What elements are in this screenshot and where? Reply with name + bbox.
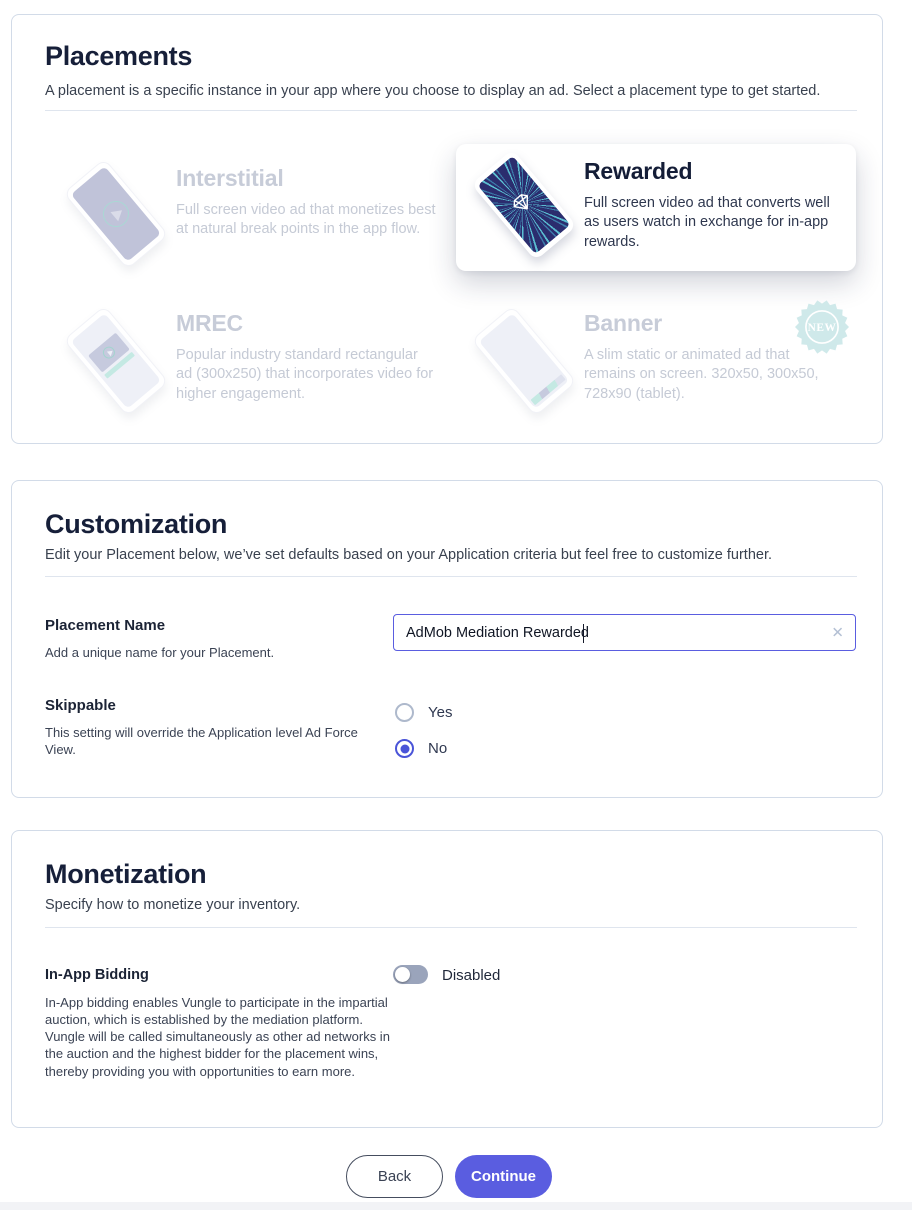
back-button[interactable]: Back [346,1155,443,1198]
rewarded-phone-icon [464,152,584,262]
mrec-description: Popular industry standard rectangular ad (300x250) that incorporates video for higher engagement. [176,347,434,402]
placement-type-interstitial[interactable] [42,153,452,283]
monetization-title: Monetization [45,859,207,889]
divider [45,110,857,111]
placements-card [11,14,883,444]
placement-name-label: Placement Name [45,617,166,634]
clear-icon[interactable]: ✕ [831,624,844,641]
interstitial-description: Full screen video ad that monetizes best at natural break points in the app flow. [176,202,436,238]
placement-type-rewarded[interactable] [456,144,856,271]
placement-name-helper: Add a unique name for your Placement. [45,645,275,660]
placement-type-banner[interactable] [456,298,876,433]
banner-ad-icon [531,374,566,405]
skippable-option-no[interactable] [395,739,447,758]
rewarded-description: Full screen video ad that converts well as users watch in exchange for in-app rewards. [584,195,830,250]
divider [45,927,857,928]
gem-icon [505,186,542,224]
monetization-card [11,830,883,1128]
customization-title: Customization [45,509,228,539]
radio-no-icon[interactable] [395,739,414,758]
text-caret [583,624,584,643]
radio-yes-label: Yes [428,704,453,721]
radio-yes-icon[interactable] [395,703,414,722]
in-app-bidding-description: In-App bidding enables Vungle to participate in the impartial auction, which is established by the mediation platform. Vungle will be called simultaneously as other ad networks in the auction and the highest bidder for the placement wins, thereby providing you with opportunities to earn more. [45,995,390,1079]
placement-name-input[interactable] [394,615,855,650]
skippable-label: Skippable [45,697,116,714]
page-bottom-edge [0,1202,912,1210]
banner-description: A slim static or animated ad that remains on screen. 320x50, 300x50, 728x90 (tablet). [584,347,819,402]
continue-button[interactable]: Continue [455,1155,552,1198]
radio-no-label: No [428,740,448,757]
in-app-bidding-state: Disabled [442,967,501,984]
customization-card [11,480,883,798]
placement-type-mrec[interactable] [42,298,452,433]
in-app-bidding-label: In-App Bidding [45,967,149,983]
toggle-knob [395,967,410,982]
skippable-option-yes[interactable] [395,703,452,722]
rewarded-title: Rewarded [584,158,693,184]
play-icon [98,196,135,233]
banner-phone-icon [464,308,584,418]
placements-title: Placements [45,41,193,71]
svg-text:NEW: NEW [807,322,837,335]
interstitial-title: Interstitial [176,165,284,191]
customization-subtitle: Edit your Placement below, we’ve set defaults based on your Application criteria but feel free to customize further. [45,547,773,563]
in-app-bidding-toggle[interactable] [393,965,428,984]
mrec-ad-icon [88,333,130,373]
mrec-phone-icon [56,308,176,418]
new-badge-icon [795,300,849,354]
banner-title: Banner [584,310,663,336]
placements-subtitle: A placement is a specific instance in your app where you choose to display an ad. Select a placement type to get started. [45,83,821,99]
skippable-helper: This setting will override the Application level Ad Force View. [45,725,358,758]
placement-name-field-wrap [393,614,856,651]
divider [45,576,857,577]
mrec-title: MREC [176,310,243,336]
interstitial-phone-icon [56,161,176,271]
monetization-subtitle: Specify how to monetize your inventory. [45,897,301,913]
